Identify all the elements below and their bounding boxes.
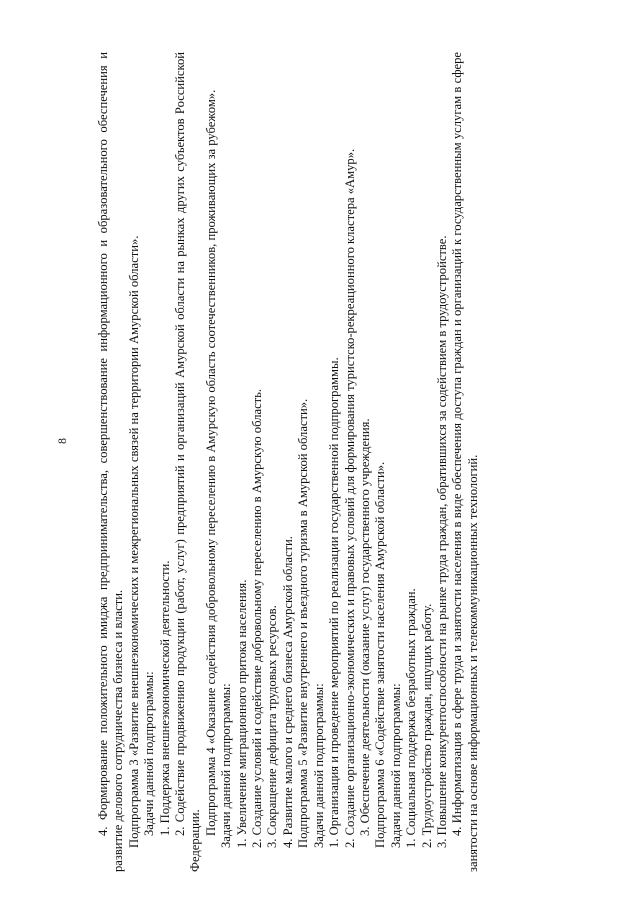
paragraph: 1. Социальная поддержка безработных граждан.: [404, 588, 419, 848]
paragraph: 3. Обеспечение деятельности (оказание услуг) государственного учреждения.: [357, 418, 372, 836]
document-body: [96, 52, 566, 872]
paragraph: Задачи данной подпрограммы:: [142, 671, 157, 836]
paragraph: 4. Развитие малого и среднего бизнеса Амурской области.: [280, 536, 295, 848]
paragraph: 2. Создание организационно-экономических и правовых условий для формирования туристско-рекреационного кластера «Амур».: [342, 148, 357, 848]
paragraph: 4. Формирование положительного имиджа предпринимательства, совершенствование информационного и образовательного обеспечения и развитие делового сотрудничества бизнеса и власти.: [96, 52, 126, 872]
paragraph: 2. Создание условий и содействие добровольному переселению в Амурскую область.: [250, 388, 265, 848]
paragraph: Подпрограмма 3 «Развитие внешнеэкономических и межрегиональных связей на территории Амурской области».: [126, 235, 141, 848]
paragraph: Задачи данной подпрограммы:: [388, 683, 403, 848]
paragraph: Подпрограмма 4 «Оказание содействия добровольному переселению в Амурскую область соотечественников, проживающих за рубежом».: [203, 89, 218, 836]
paragraph: 4. Информатизация в сфере труда и занятости населения в виде обеспечения доступа граждан и организаций к государственным услугам в сфере занятости на основе информационных и телекоммуникационных технологий.: [450, 52, 480, 872]
page-number: 8: [55, 438, 69, 444]
paragraph: 1. Увеличение миграционного притока населения.: [234, 579, 249, 848]
paragraph: 3. Повышение конкурентоспособности на рынке труда граждан, обратившихся за содействием в трудоустройстве.: [434, 235, 449, 848]
paragraph: Подпрограмма 6 «Содействие занятости населения Амурской области».: [373, 461, 388, 848]
paragraph: Задачи данной подпрограммы:: [311, 683, 326, 848]
paragraph: 2. Содействие продвижению продукции (работ, услуг) предприятий и организаций Амурской области на рынках других субъектов Российской Федерации.: [173, 52, 203, 872]
paragraph: 3. Сокращение дефицита трудовых ресурсов.: [265, 605, 280, 848]
paragraph: 1. Поддержка внешнеэкономической деятельности.: [157, 560, 172, 836]
paragraph: Подпрограмма 5 «Развитие внутреннего и въездного туризма в Амурской области».: [296, 398, 311, 848]
paragraph: 1. Организация и проведение мероприятий по реализации государственной подпрограммы.: [327, 357, 342, 848]
paragraph: 2. Трудоустройство граждан, ищущих работу.: [419, 603, 434, 848]
paragraph: Задачи данной подпрограммы:: [219, 683, 234, 848]
